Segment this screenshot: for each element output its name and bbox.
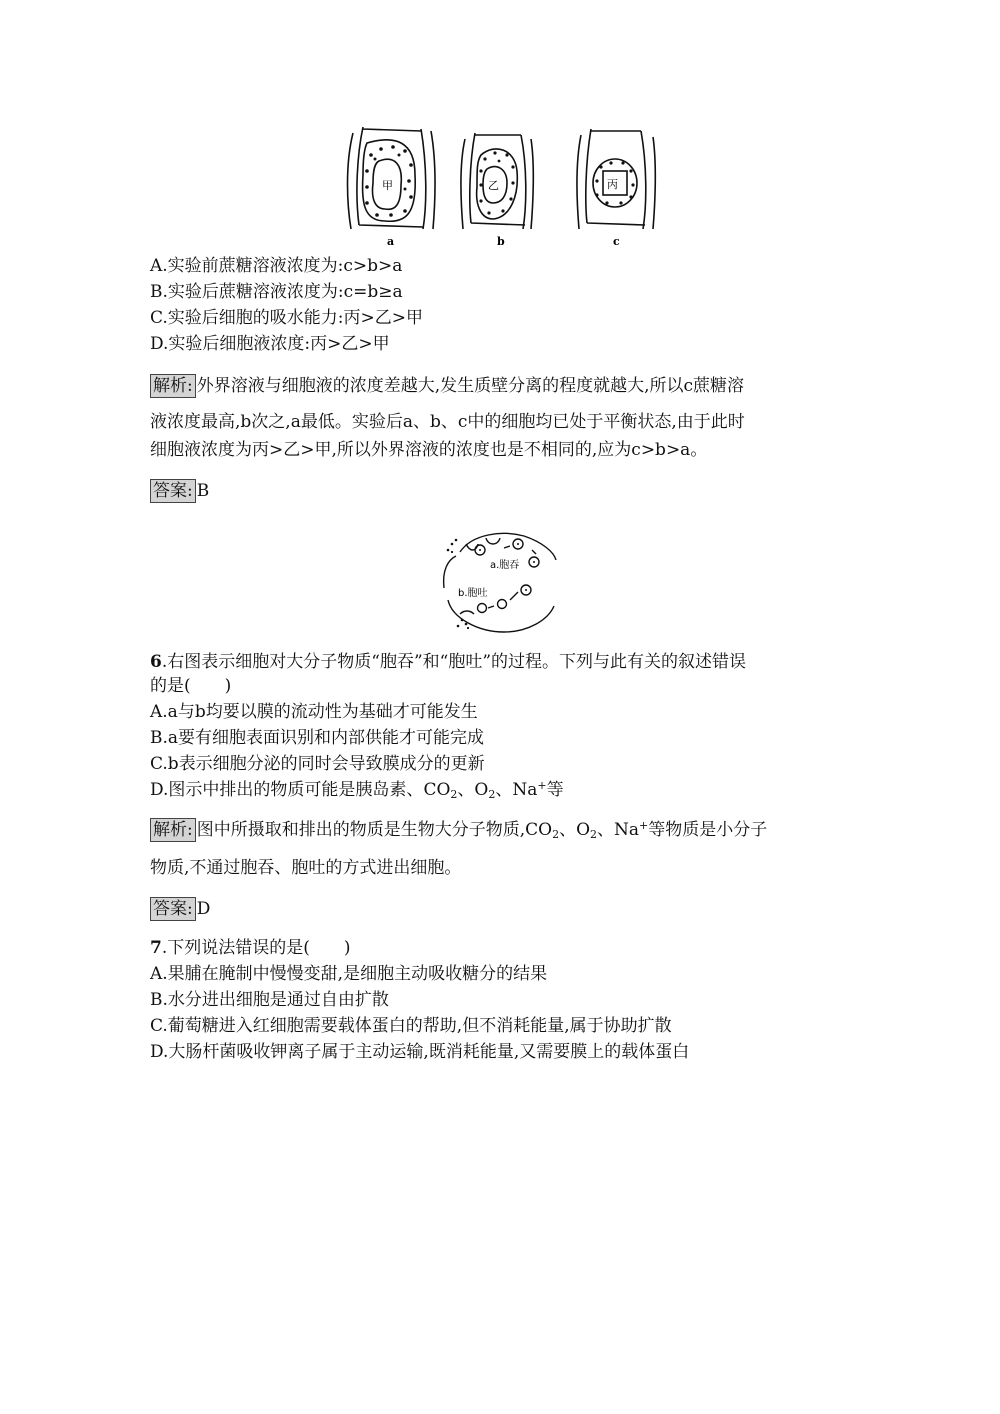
cell-c-caption: c (613, 235, 620, 248)
q5-answer (150, 479, 850, 503)
q5-answer-value: B (196, 481, 210, 501)
q7-option-d: D.大肠杆菌吸收钾离子属于主动运输,既消耗能量,又需要膜上的载体蛋白 (150, 1042, 690, 1062)
q5-analysis-line1 (150, 374, 850, 398)
q6-analysis-label: 解析: (150, 818, 196, 842)
q5-answer-label: 答案: (150, 479, 196, 503)
q6-number: 6 (150, 652, 162, 672)
q7-stem (150, 936, 351, 960)
q5-analysis-line3: 细胞液浓度为丙>乙>甲,所以外界溶液的浓度也是不相同的,应为c>b>a。 (150, 440, 708, 460)
q6-option-a: A.a与b均要以膜的流动性为基础才可能发生 (150, 702, 478, 722)
cell-b-inner-label: 乙 (488, 179, 499, 192)
q6-stem-line1 (150, 650, 746, 674)
q6-option-d: D.图示中排出的物质可能是胰岛素、$CO_2$、$O_2$、Na+等 (150, 779, 564, 801)
q6-analysis-prefix: 图中所摄取和排出的物质是生物大分子物质, (196, 820, 526, 840)
q6-option-b: B.a要有细胞表面识别和内部供能才可能完成 (150, 728, 485, 748)
q6-option-d-prefix: D.图示中排出的物质可能是胰岛素、 (150, 780, 424, 800)
q5-analysis-line2: 液浓度最高,b次之,a最低。实验后a、b、c中的细胞均已处于平衡状态,由于此时 (150, 412, 745, 432)
q5-option-d: D.实验后细胞液浓度:丙>乙>甲 (150, 334, 390, 354)
q6-analysis-line1: 解析: 图中所摄取和排出的物质是生物大分子物质$,CO_2$、$O_2$、Na+等物质是小分子 (150, 818, 850, 842)
q6-answer (150, 897, 850, 921)
q6-option-c: C.b表示细胞分泌的同时会导致膜成分的更新 (150, 754, 485, 774)
q7-option-c: C.葡萄糖进入红细胞需要载体蛋白的帮助,但不消耗能量,属于协助扩散 (150, 1016, 672, 1036)
q5-analysis-text-1: 外界溶液与细胞液的浓度差越大,发生质壁分离的程度就越大,所以c蔗糖溶 (196, 376, 745, 396)
endo-exocytosis-figure (438, 530, 562, 634)
co2-formula: $CO_2$ (423, 780, 458, 801)
cell-a-caption: a (387, 235, 395, 248)
q7-option-a: A.果脯在腌制中慢慢变甜,是细胞主动吸收糖分的结果 (150, 964, 548, 984)
q5-option-c: C.实验后细胞的吸水能力:丙>乙>甲 (150, 308, 424, 328)
q7-stem-text: .下列说法错误的是( ) (161, 938, 351, 958)
q7-number: 7 (150, 938, 162, 958)
q6-option-d-suffix: 等 (546, 780, 564, 800)
q6-answer-value: D (196, 899, 211, 919)
o2-formula: $O_2$ (474, 780, 496, 801)
q7-option-b: B.水分进出细胞是通过自由扩散 (150, 990, 389, 1010)
q5-option-a: A.实验前蔗糖溶液浓度为:c>b>a (150, 256, 403, 276)
cell-a-inner-label: 甲 (382, 179, 393, 192)
q6-stem-line2: 的是( ) (150, 676, 232, 696)
cell-b-caption: b (497, 235, 505, 248)
endocytosis-label: a.胞吞 (490, 560, 520, 571)
plasmolysis-figure (335, 125, 665, 250)
q6-stem-text: .右图表示细胞对大分子物质“胞吞”和“胞吐”的过程。下列与此有关的叙述错误 (161, 652, 747, 672)
q6-analysis-suffix: 等物质是小分子 (648, 820, 768, 840)
na-formula-analysis: Na+ (614, 819, 649, 840)
na-formula: Na+ (512, 779, 547, 800)
cell-c-inner-label: 丙 (607, 178, 618, 191)
q5-analysis-label: 解析: (150, 374, 196, 398)
o2-formula-analysis: $O_2$ (576, 820, 598, 841)
q6-answer-label: 答案: (150, 897, 196, 921)
q6-analysis-line2: 物质,不通过胞吞、胞吐的方式进出细胞。 (150, 858, 462, 878)
q5-option-b: B.实验后蔗糖溶液浓度为:c=b≥a (150, 282, 403, 302)
exocytosis-label: b.胞吐 (458, 588, 488, 599)
co2-formula-analysis: $CO_2$ (525, 820, 560, 841)
